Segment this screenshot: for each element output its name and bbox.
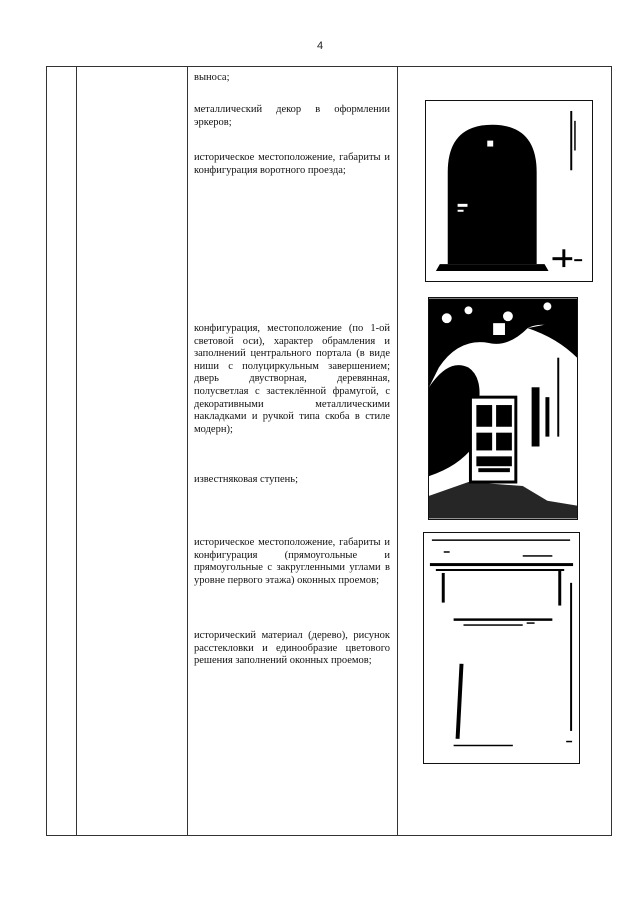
entrance-portal-photo: [428, 297, 578, 520]
window-openings-photo: [423, 532, 580, 764]
column-divider-2: [187, 67, 188, 835]
arched-gateway-photo: [425, 100, 593, 282]
arched-gateway-image: [426, 101, 592, 281]
window-openings-image: [424, 533, 579, 763]
paragraph-limestone-step: известняковая ступень;: [194, 474, 299, 485]
paragraph-portal: конфигурация, местоположение (по 1-ой световой оси), характер обрамления и заполнений центрального портала (в виде ниши с полуциркульным завершением; дверь двустворная, деревянная, полусветлая с застеклённой фрамугой, с декоративными металлическими накладками и ручкой типа скоба в стиле модерн);: [194, 323, 390, 435]
paragraph-window-materials: исторический материал (дерево), рисунок расстекловки и единообразие цветового решения заполнений оконных проемов;: [194, 630, 390, 667]
paragraph-gateway: историческое местоположение, габариты и конфигурация воротного проезда;: [194, 152, 390, 176]
column-divider-3: [397, 67, 398, 835]
paragraph-metal-decor: металлический декор в оформлении эркеров;: [194, 104, 390, 128]
page-number: 4: [316, 40, 324, 52]
entrance-portal-image: [429, 298, 577, 519]
column-divider-1: [76, 67, 77, 835]
paragraph-removal: выноса;: [194, 72, 230, 83]
paragraph-window-openings: историческое местоположение, габариты и конфигурация (прямоугольные и прямоугольные с закругленными углами в уровне первого этажа) оконных проемов;: [194, 537, 390, 586]
